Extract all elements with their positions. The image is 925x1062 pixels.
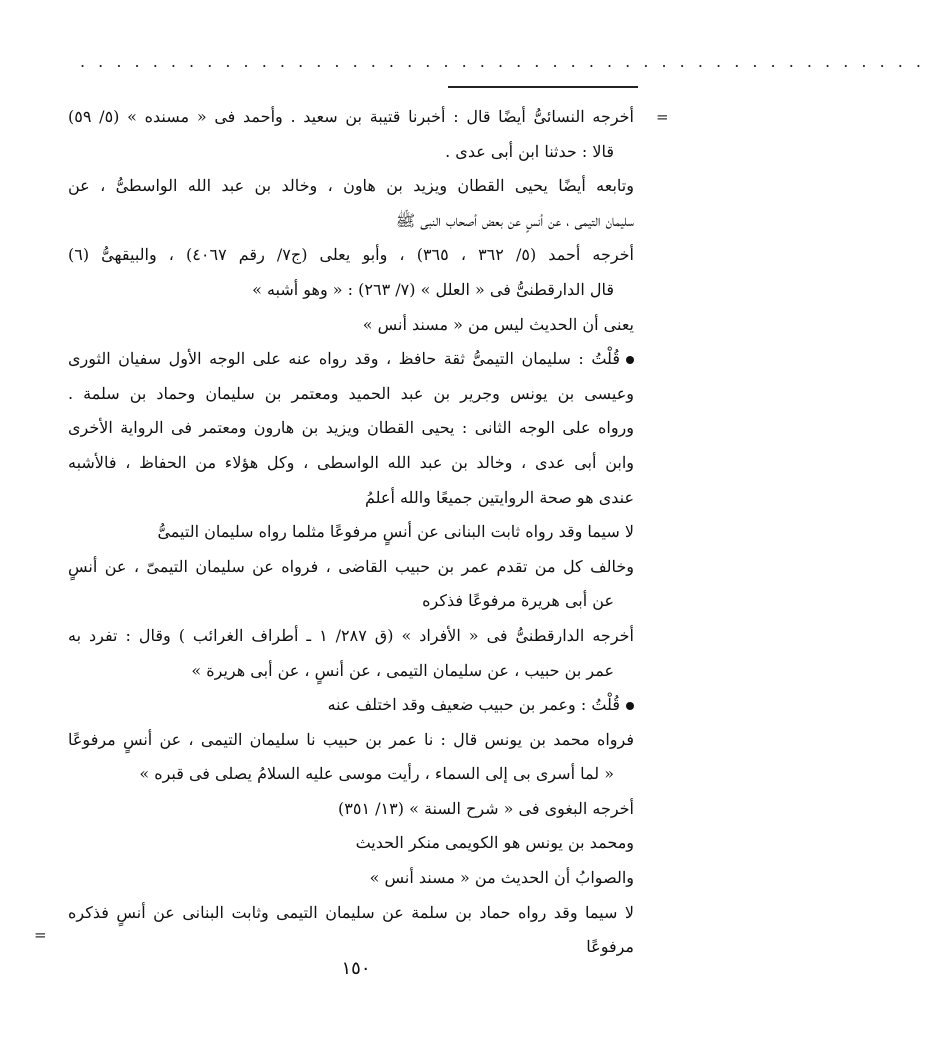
line-text: أخرجه النسائىُّ أيضًا قال : أخبرنا قتيبة بن سعيد . وأحمد فى « مسنده » (٥/ ٥٩) bbox=[68, 107, 635, 126]
text-line bbox=[68, 481, 634, 516]
line-text: فرواه محمد بن يونس قال : نا عمر بن حبيب نا سليمان التيمى ، عن أنسٍ مرفوعًا bbox=[68, 729, 634, 749]
line-text: عن أبى هريرة مرفوعًا فذكره bbox=[422, 591, 614, 611]
text-line bbox=[68, 654, 634, 689]
text-line bbox=[68, 169, 634, 204]
line-text: وعيسى بن يونس وجرير بن عبد الحميد ومعتمر بن سليمان وحماد بن سلمة . bbox=[68, 383, 634, 403]
line-text: وتابعه أيضًا يحيى القطان ويزيد بن هاون ، وخالد بن عبد الله الواسطىُّ ، عن bbox=[68, 176, 634, 196]
text-line bbox=[68, 411, 634, 446]
page-number: ١٥٠ bbox=[341, 958, 371, 979]
line-text: عمر بن حبيب ، عن سليمان التيمى ، عن أنسٍ ، عن أبى هريرة » bbox=[191, 660, 614, 680]
text-line bbox=[68, 273, 634, 308]
bullet-icon bbox=[626, 702, 634, 710]
text-line bbox=[68, 204, 634, 239]
text-line bbox=[68, 723, 634, 758]
bullet-icon bbox=[626, 356, 634, 364]
text-line bbox=[68, 861, 634, 896]
line-text: وخالف كل من تقدم عمر بن حبيب القاضى ، فرواه عن سليمان التيمىّ ، عن أنسٍ bbox=[68, 556, 635, 576]
line-text: ومحمد بن يونس هو الكويمى منكر الحديث bbox=[355, 833, 634, 853]
text-line bbox=[68, 619, 634, 654]
line-text: يعنى أن الحديث ليس من « مسند أنس » bbox=[362, 314, 634, 334]
text-line bbox=[68, 238, 634, 273]
text-line bbox=[68, 688, 634, 723]
line-text: أخرجه الدارقطنىُّ فى « الأفراد » (ق ٢٨٧/ ١ ـ أطراف الغرائب ) وقال : تفرد به bbox=[68, 625, 634, 645]
text-line bbox=[68, 896, 634, 931]
footnote-separator-rule bbox=[448, 86, 638, 88]
line-text: والصوابُ أن الحديث من « مسند أنس » bbox=[369, 868, 634, 888]
text-line bbox=[68, 792, 634, 827]
dotted-header-line: . . . . . . . . . . . . . . . . . . . . . . . . . . . . . . . . . . . . . . . . . . . . . . . bbox=[80, 52, 925, 71]
text-line bbox=[68, 377, 634, 412]
line-text: قُلْتُ : وعمر بن حبيب ضعيف وقد اختلف عنه bbox=[327, 695, 620, 715]
footnote-text bbox=[68, 100, 634, 965]
margin-mark-top: = bbox=[656, 108, 669, 126]
line-text: مرفوعًا bbox=[586, 937, 634, 957]
text-line bbox=[68, 100, 634, 135]
line-text: أخرجه البغوى فى « شرح السنة » (١٣/ ٣٥١) bbox=[338, 798, 634, 818]
margin-mark-bottom: = bbox=[34, 926, 47, 944]
line-text: لا سيما وقد رواه ثابت البنانى عن أنسٍ مرفوعًا مثلما رواه سليمان التيمىُّ bbox=[157, 522, 634, 542]
line-text: عندى هو صحة الروايتين جميعًا والله أعلمُ bbox=[364, 487, 634, 507]
line-text: قُلْتُ : سليمان التيمىُّ ثقة حافظ ، وقد رواه عنه على الوجه الأول سفيان الثورى bbox=[68, 349, 620, 369]
line-text: قالا : حدثنا ابن أبى عدى . bbox=[445, 141, 614, 161]
text-line bbox=[68, 135, 634, 170]
line-text: سليمان التيمى ، عن أنسٍ عن بعض أصحاب النبى ﷺ bbox=[395, 210, 634, 230]
text-line bbox=[68, 308, 634, 343]
text-line bbox=[68, 446, 634, 481]
line-text: أخرجه أحمد (٥/ ٣٦٢ ، ٣٦٥) ، وأبو يعلى (ج٧/ رقم ٤٠٦٧) ، والبيقهىُّ (٦) bbox=[68, 245, 635, 265]
text-line bbox=[68, 342, 634, 377]
text-line bbox=[68, 757, 634, 792]
line-text: قال الدارقطنىُّ فى « العلل » (٧/ ٢٦٣) : « وهو أشبه » bbox=[252, 279, 614, 299]
line-text: لا سيما وقد رواه حماد بن سلمة عن سليمان التيمى وثابت البنانى عن أنسٍ فذكره bbox=[68, 902, 634, 922]
text-line bbox=[68, 550, 634, 585]
line-text: « لما أسرى بى إلى السماء ، رأيت موسى عليه السلامُ يصلى فى قبره » bbox=[139, 764, 614, 784]
line-text: ورواه على الوجه الثانى : يحيى القطان ويزيد بن هارون ومعتمر فى الرواية الأخرى bbox=[68, 418, 634, 438]
text-line bbox=[68, 515, 634, 550]
text-line bbox=[68, 826, 634, 861]
line-text: وابن أبى عدى ، وخالد بن عبد الله الواسطى ، وكل هؤلاء من الحفاظ ، فالأشبه bbox=[68, 452, 634, 472]
text-line bbox=[68, 584, 634, 619]
